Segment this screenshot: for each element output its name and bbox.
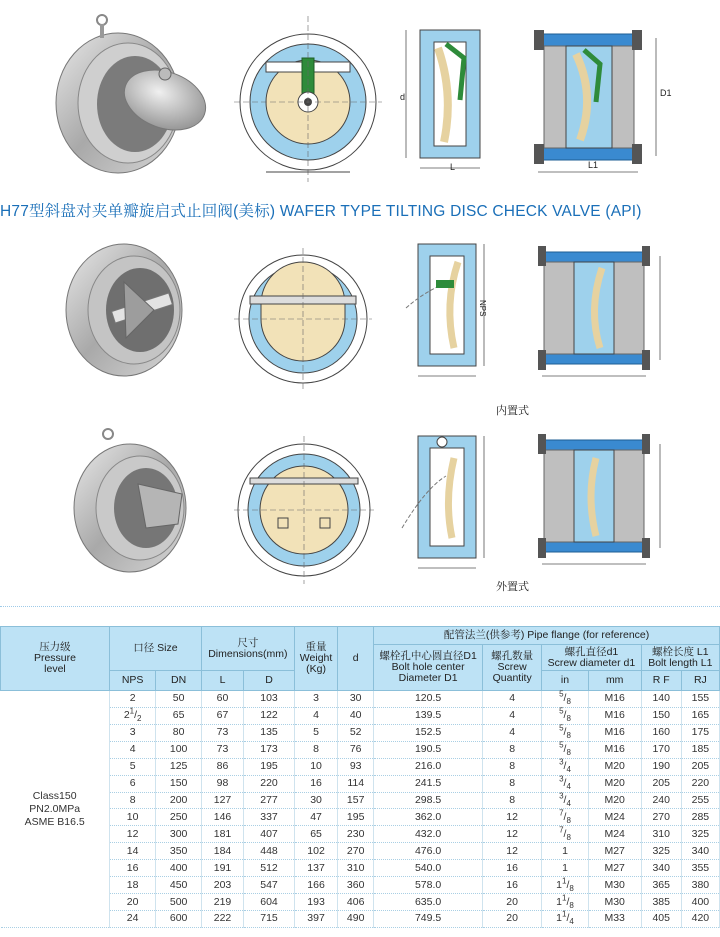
header-l: L bbox=[201, 671, 243, 691]
table-cell: 200 bbox=[156, 792, 201, 809]
front-view-drawing-1 bbox=[226, 14, 391, 184]
table-cell: 18 bbox=[109, 877, 156, 894]
table-cell: 152.5 bbox=[374, 724, 483, 741]
table-cell: M30 bbox=[588, 894, 641, 911]
table-cell: 500 bbox=[156, 894, 201, 911]
table-cell: 12 bbox=[483, 826, 542, 843]
table-cell: 98 bbox=[201, 775, 243, 792]
table-cell: 47 bbox=[294, 809, 337, 826]
table-cell: 65 bbox=[156, 707, 201, 724]
table-cell: 125 bbox=[156, 758, 201, 775]
table-cell: M16 bbox=[588, 707, 641, 724]
table-cell: 195 bbox=[338, 809, 374, 826]
table-cell: 73 bbox=[201, 724, 243, 741]
table-cell: 360 bbox=[338, 877, 374, 894]
table-row bbox=[1, 691, 720, 708]
table-cell: 120.5 bbox=[374, 691, 483, 708]
table-cell: 540.0 bbox=[374, 860, 483, 877]
table-cell: 220 bbox=[244, 775, 295, 792]
table-cell: 12 bbox=[109, 826, 156, 843]
table-cell: 14 bbox=[109, 843, 156, 860]
table-cell: M27 bbox=[588, 860, 641, 877]
table-cell: $^7/_8$ bbox=[542, 826, 589, 843]
table-cell: 157 bbox=[338, 792, 374, 809]
table-cell: 30 bbox=[294, 792, 337, 809]
table-cell: 255 bbox=[681, 792, 719, 809]
table-cell: 16 bbox=[294, 775, 337, 792]
table-cell: 450 bbox=[156, 877, 201, 894]
table-cell: 93 bbox=[338, 758, 374, 775]
header-dn: DN bbox=[156, 671, 201, 691]
assembly-drawing-3 bbox=[522, 426, 672, 581]
header-d: d bbox=[338, 627, 374, 691]
table-cell: 285 bbox=[681, 809, 719, 826]
table-cell: 222 bbox=[201, 910, 243, 927]
table-cell: 60 bbox=[201, 691, 243, 708]
table-cell: 8 bbox=[294, 741, 337, 758]
section-divider bbox=[0, 606, 720, 607]
table-cell: 578.0 bbox=[374, 877, 483, 894]
table-cell: 448 bbox=[244, 843, 295, 860]
table-cell: 20 bbox=[483, 910, 542, 927]
assembly-drawing-2 bbox=[522, 236, 672, 391]
header-pressure-level: 压力级 Pressure level bbox=[1, 627, 110, 691]
table-cell: 300 bbox=[156, 826, 201, 843]
table-cell: 8 bbox=[483, 741, 542, 758]
table-cell: 3 bbox=[294, 691, 337, 708]
table-cell: 122 bbox=[244, 707, 295, 724]
table-cell: 76 bbox=[338, 741, 374, 758]
dim-label-d: d bbox=[400, 92, 406, 102]
header-dd: D bbox=[244, 671, 295, 691]
table-cell: 749.5 bbox=[374, 910, 483, 927]
table-cell: 362.0 bbox=[374, 809, 483, 826]
table-cell: 310 bbox=[641, 826, 681, 843]
table-cell: 100 bbox=[156, 741, 201, 758]
table-cell: 52 bbox=[338, 724, 374, 741]
table-cell: 4 bbox=[109, 741, 156, 758]
header-size: 口径 Size bbox=[109, 627, 201, 671]
header-weight: 重量 Weight (Kg) bbox=[294, 627, 337, 691]
table-cell: 365 bbox=[641, 877, 681, 894]
table-cell: 432.0 bbox=[374, 826, 483, 843]
pressure-class-cell: Class150 PN2.0MPa ASME B16.5 bbox=[1, 691, 110, 928]
header-pipe-flange: 配管法兰(供参考) Pipe flange (for reference) bbox=[374, 627, 720, 645]
table-cell: 20 bbox=[109, 894, 156, 911]
header-bolt-hole: 螺栓孔中心圆直径D1 Bolt hole center Diameter D1 bbox=[374, 645, 483, 691]
table-cell: 80 bbox=[156, 724, 201, 741]
table-cell: 512 bbox=[244, 860, 295, 877]
table-cell: $^5/_8$ bbox=[542, 691, 589, 708]
valve-photo-2 bbox=[42, 230, 212, 390]
table-cell: 406 bbox=[338, 894, 374, 911]
table-cell: 340 bbox=[681, 843, 719, 860]
table-cell: 325 bbox=[681, 826, 719, 843]
table-cell: 8 bbox=[483, 758, 542, 775]
table-cell: 12 bbox=[483, 809, 542, 826]
table-cell: 160 bbox=[641, 724, 681, 741]
table-cell: M30 bbox=[588, 877, 641, 894]
table-cell: 195 bbox=[244, 758, 295, 775]
header-screw-diameter: 螺孔直径d1 Screw diameter d1 bbox=[542, 645, 641, 671]
table-cell: 355 bbox=[681, 860, 719, 877]
table-cell: 420 bbox=[681, 910, 719, 927]
table-cell: 20 bbox=[483, 894, 542, 911]
table-cell: 10 bbox=[109, 809, 156, 826]
table-cell: 86 bbox=[201, 758, 243, 775]
table-cell: 250 bbox=[156, 809, 201, 826]
table-cell: 407 bbox=[244, 826, 295, 843]
table-cell: 203 bbox=[201, 877, 243, 894]
table-cell: 40 bbox=[338, 707, 374, 724]
caption-external: 外置式 bbox=[496, 581, 529, 593]
table-cell: M20 bbox=[588, 758, 641, 775]
table-cell: 547 bbox=[244, 877, 295, 894]
table-cell: 175 bbox=[681, 724, 719, 741]
table-cell: 400 bbox=[681, 894, 719, 911]
dim-label-nps: NPS bbox=[478, 300, 487, 317]
table-cell: 3 bbox=[109, 724, 156, 741]
table-cell: 114 bbox=[338, 775, 374, 792]
table-cell: $^7/_8$ bbox=[542, 809, 589, 826]
table-cell: M20 bbox=[588, 792, 641, 809]
table-cell: 190 bbox=[641, 758, 681, 775]
header-mm: mm bbox=[588, 671, 641, 691]
table-cell: 385 bbox=[641, 894, 681, 911]
header-screw-qty: 螺孔数量 Screw Quantity bbox=[483, 645, 542, 691]
table-cell: 715 bbox=[244, 910, 295, 927]
table-cell: $^3/_4$ bbox=[542, 775, 589, 792]
table-cell: M16 bbox=[588, 724, 641, 741]
side-section-drawing-3 bbox=[396, 428, 496, 578]
valve-photo-3 bbox=[50, 424, 220, 582]
table-cell: 16 bbox=[483, 860, 542, 877]
table-cell: 400 bbox=[156, 860, 201, 877]
table-cell: 340 bbox=[641, 860, 681, 877]
table-cell: 190.5 bbox=[374, 741, 483, 758]
table-cell: 4 bbox=[483, 724, 542, 741]
table-cell: 476.0 bbox=[374, 843, 483, 860]
table-cell: 127 bbox=[201, 792, 243, 809]
table-cell: 150 bbox=[156, 775, 201, 792]
table-cell: 16 bbox=[109, 860, 156, 877]
table-cell: $^3/_4$ bbox=[542, 758, 589, 775]
table-cell: $1^1/_4$ bbox=[542, 910, 589, 927]
table-cell: 10 bbox=[294, 758, 337, 775]
table-cell: 2 bbox=[109, 691, 156, 708]
table-cell: 165 bbox=[681, 707, 719, 724]
table-cell: 604 bbox=[244, 894, 295, 911]
spec-table bbox=[0, 626, 720, 928]
table-cell: 1 bbox=[542, 860, 589, 877]
front-view-drawing-3 bbox=[226, 432, 382, 587]
table-cell: 155 bbox=[681, 691, 719, 708]
table-cell: M27 bbox=[588, 843, 641, 860]
header-rf: R F bbox=[641, 671, 681, 691]
caption-internal: 内置式 bbox=[496, 405, 529, 417]
table-cell: 337 bbox=[244, 809, 295, 826]
dim-label-l: L bbox=[450, 162, 456, 172]
table-cell: 1 bbox=[542, 843, 589, 860]
table-cell: 65 bbox=[294, 826, 337, 843]
table-cell: 12 bbox=[483, 843, 542, 860]
table-cell: 146 bbox=[201, 809, 243, 826]
table-cell: 230 bbox=[338, 826, 374, 843]
spec-table-body bbox=[1, 691, 720, 928]
table-cell: 67 bbox=[201, 707, 243, 724]
table-cell: M33 bbox=[588, 910, 641, 927]
table-cell: 184 bbox=[201, 843, 243, 860]
table-cell: 8 bbox=[109, 792, 156, 809]
table-cell: 397 bbox=[294, 910, 337, 927]
table-cell: 8 bbox=[483, 792, 542, 809]
table-cell: 635.0 bbox=[374, 894, 483, 911]
table-cell: M16 bbox=[588, 691, 641, 708]
page-title: H77型斜盘对夹单瓣旋启式止回阀(美标) WAFER TYPE TILTING DISC CHECK VALVE (API) bbox=[0, 203, 642, 220]
header-bolt-length: 螺栓长度 L1 Bolt length L1 bbox=[641, 645, 719, 671]
table-cell: 219 bbox=[201, 894, 243, 911]
table-cell: 205 bbox=[681, 758, 719, 775]
table-cell: 325 bbox=[641, 843, 681, 860]
table-cell: 270 bbox=[338, 843, 374, 860]
dim-label-l1: L1 bbox=[588, 160, 599, 170]
table-cell: 490 bbox=[338, 910, 374, 927]
table-cell: $^5/_8$ bbox=[542, 741, 589, 758]
table-cell: 170 bbox=[641, 741, 681, 758]
table-cell: 6 bbox=[109, 775, 156, 792]
table-cell: 181 bbox=[201, 826, 243, 843]
table-cell: 191 bbox=[201, 860, 243, 877]
table-cell: 405 bbox=[641, 910, 681, 927]
table-cell: 5 bbox=[294, 724, 337, 741]
table-cell: 139.5 bbox=[374, 707, 483, 724]
table-cell: $^5/_8$ bbox=[542, 707, 589, 724]
header-nps: NPS bbox=[109, 671, 156, 691]
table-cell: 137 bbox=[294, 860, 337, 877]
table-cell: 30 bbox=[338, 691, 374, 708]
table-cell: M24 bbox=[588, 809, 641, 826]
table-cell: 24 bbox=[109, 910, 156, 927]
table-cell: 73 bbox=[201, 741, 243, 758]
side-section-drawing-1 bbox=[398, 24, 498, 174]
table-cell: 310 bbox=[338, 860, 374, 877]
table-cell: 4 bbox=[483, 691, 542, 708]
table-cell: $2^1/_2$ bbox=[109, 707, 156, 724]
table-cell: 380 bbox=[681, 877, 719, 894]
valve-photo-1 bbox=[40, 8, 220, 180]
table-cell: $^3/_4$ bbox=[542, 792, 589, 809]
dim-label-d1: D1 bbox=[660, 88, 672, 98]
table-cell: M24 bbox=[588, 826, 641, 843]
table-cell: 140 bbox=[641, 691, 681, 708]
table-cell: 350 bbox=[156, 843, 201, 860]
table-cell: 135 bbox=[244, 724, 295, 741]
table-cell: 277 bbox=[244, 792, 295, 809]
table-cell: 173 bbox=[244, 741, 295, 758]
table-cell: 4 bbox=[294, 707, 337, 724]
table-cell: M16 bbox=[588, 741, 641, 758]
table-cell: 102 bbox=[294, 843, 337, 860]
table-cell: 103 bbox=[244, 691, 295, 708]
table-cell: 150 bbox=[641, 707, 681, 724]
table-cell: 8 bbox=[483, 775, 542, 792]
table-cell: 166 bbox=[294, 877, 337, 894]
table-cell: 240 bbox=[641, 792, 681, 809]
table-cell: 193 bbox=[294, 894, 337, 911]
header-dimensions: 尺寸 Dimensions(mm) bbox=[201, 627, 294, 671]
table-cell: 5 bbox=[109, 758, 156, 775]
table-cell: 50 bbox=[156, 691, 201, 708]
table-cell: 220 bbox=[681, 775, 719, 792]
table-cell: 185 bbox=[681, 741, 719, 758]
front-view-drawing-2 bbox=[228, 244, 378, 394]
table-cell: $1^1/_8$ bbox=[542, 877, 589, 894]
table-cell: 216.0 bbox=[374, 758, 483, 775]
header-in: in bbox=[542, 671, 589, 691]
table-cell: M20 bbox=[588, 775, 641, 792]
table-cell: 241.5 bbox=[374, 775, 483, 792]
table-cell: 16 bbox=[483, 877, 542, 894]
table-cell: 600 bbox=[156, 910, 201, 927]
table-cell: 270 bbox=[641, 809, 681, 826]
header-rj: RJ bbox=[681, 671, 719, 691]
table-cell: 4 bbox=[483, 707, 542, 724]
table-cell: 205 bbox=[641, 775, 681, 792]
table-cell: $^5/_8$ bbox=[542, 724, 589, 741]
table-cell: 298.5 bbox=[374, 792, 483, 809]
table-cell: $1^1/_8$ bbox=[542, 894, 589, 911]
